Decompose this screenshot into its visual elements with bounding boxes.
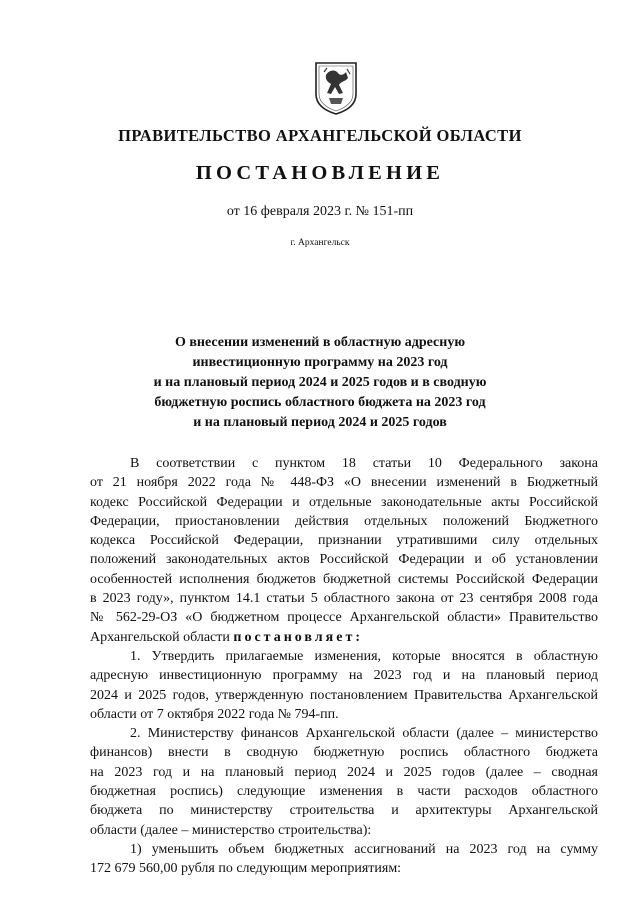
body-line: области от 7 октября 2022 года № 794-пп. xyxy=(90,706,339,722)
body-line: кодекса Российской Федерации, признании утратившими силу отдельных xyxy=(90,533,598,549)
body-line: В соответствии с пунктом 18 статьи 10 Федерального закона xyxy=(130,456,598,471)
body-line: области (далее – министерство строительства): xyxy=(90,822,372,838)
title-line: инвестиционную программу на 2023 год xyxy=(192,355,448,370)
body-line: 1) уменьшить объем бюджетных ассигнований на 2023 год на сумму xyxy=(130,841,598,857)
document-title xyxy=(100,333,540,433)
body-line: 2. Министерству финансов Архангельской области (далее – министерство xyxy=(130,726,598,742)
body-line: 172 679 560,00 рубля по следующим мероприятиям: xyxy=(90,861,402,877)
body-line: бюджетная роспись) следующие изменения в части расходов областного xyxy=(90,784,598,800)
title-line: бюджетную роспись областного бюджета на 2023 год xyxy=(154,395,486,410)
body-line: особенностей исполнения бюджетов бюджетной системы Российской Федерации xyxy=(90,571,598,587)
body-text: Архангельской области xyxy=(90,629,230,645)
title-line: и на плановый период 2024 и 2025 годов xyxy=(193,415,447,430)
city-name: г. Архангельск xyxy=(290,238,350,248)
body-line xyxy=(90,628,598,647)
title-line: О внесении изменений в областную адресную xyxy=(174,335,466,350)
body-line: на 2023 год и на плановый период 2024 и 2025 годов (далее – сводная xyxy=(90,764,598,780)
document-type: ПОСТАНОВЛЕНИЕ xyxy=(195,162,445,184)
body-line: положений законодательных актов Российской Федерации и об установлении xyxy=(90,552,598,568)
body-line: 1. Утвердить прилагаемые изменения, которые вносятся в областную xyxy=(130,648,598,664)
coat-of-arms-emblem xyxy=(313,60,359,116)
body-line: адресную инвестиционную программу на 2023 год и на плановый период xyxy=(90,668,598,684)
document-body xyxy=(90,454,598,879)
government-name: ПРАВИТЕЛЬСТВО АРХАНГЕЛЬСКОЙ ОБЛАСТИ xyxy=(118,126,522,145)
body-line: кодекс Российской Федерации и отдельные законодательные акты Российской xyxy=(90,494,598,510)
body-line: бюджета по министерству строительства и архитектуры Архангельской xyxy=(90,803,598,819)
body-line: 2024 и 2025 годов, утвержденную постановлением Правительства Архангельской xyxy=(90,687,598,703)
body-line: Федерации, приостановлении действия отдельных положений Бюджетного xyxy=(90,513,598,529)
body-line: № 562-29-ОЗ «О бюджетном процессе Архангельской области» Правительство xyxy=(90,610,598,626)
title-line: и на плановый период 2024 и 2025 годов и в сводную xyxy=(153,375,487,390)
body-line: финансов) внести в сводную бюджетную роспись областного бюджета xyxy=(90,745,598,761)
date-number: от 16 февраля 2023 г. № 151-пп xyxy=(226,204,414,219)
body-line: в 2023 году», пунктом 14.1 статьи 5 областного закона от 23 сентября 2008 года xyxy=(90,591,598,607)
resolves-word: постановляет: xyxy=(233,629,363,645)
body-line: от 21 ноября 2022 года № 448-ФЗ «О внесении изменений в Бюджетный xyxy=(90,475,598,491)
